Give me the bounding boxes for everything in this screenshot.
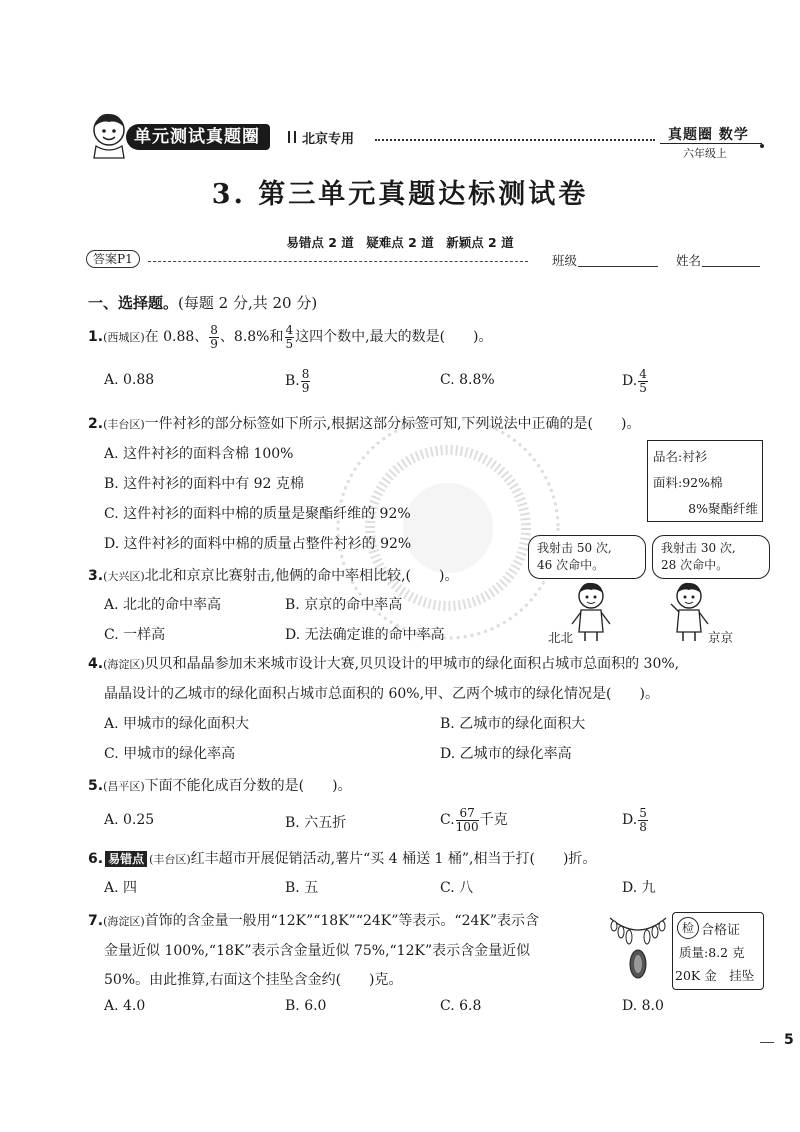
boy-beibei-icon [566, 580, 616, 642]
certificate-type: 20K 金 挂坠 [675, 968, 755, 983]
series-label: 真题圈 数学 [668, 127, 749, 143]
class-field[interactable] [578, 266, 658, 267]
option-a[interactable]: A. 0.25 [104, 812, 155, 828]
option-a[interactable]: A. 这件衬衫的面料含棉 100% [104, 446, 294, 462]
page-title: 3. 第三单元真题达标测试卷 [211, 179, 589, 210]
option-b[interactable]: B. 京京的命中率高 [285, 597, 403, 613]
name-field[interactable] [702, 266, 760, 267]
option-d[interactable]: D. 8.0 [622, 998, 664, 1014]
answer-ref-badge: 答案P1 [86, 250, 140, 268]
district: (昌平区) [103, 780, 145, 793]
question-text: 这四个数中,最大的数是( )。 [295, 329, 493, 345]
question-text: 北北和京京比赛射击,他俩的命中率相比较,( )。 [144, 568, 459, 584]
question-text: 下面不能化成百分数的是( )。 [144, 778, 352, 794]
option-b[interactable]: B. 六五折 [285, 815, 347, 831]
question-7 [88, 910, 539, 930]
question-text: 贝贝和晶晶参加未来城市设计大赛,贝贝设计的甲城市的绿化面积占城市总面积的 30%, [144, 656, 680, 672]
question-4 [88, 653, 679, 673]
edition-label: 北京专用 [302, 132, 355, 147]
option-b[interactable]: B. 乙城市的绿化面积大 [440, 716, 586, 732]
question-text: 首饰的含金量一般用“12K”“18K”“24K”等表示。“24K”表示含 [144, 913, 540, 929]
header-divider-bar [288, 131, 296, 143]
district: (西城区) [103, 331, 145, 344]
question-5 [88, 775, 352, 795]
option-c[interactable]: C. 这件衬衫的面料中棉的质量是聚酯纤维的 92% [104, 506, 411, 522]
page-number-dash [760, 1042, 774, 1043]
difficulty-tags: 易错点 2 道 疑难点 2 道 新颖点 2 道 [286, 235, 514, 250]
fraction: $\frac{4}{5}$ [285, 322, 294, 351]
option-c[interactable]: C. 6.8 [440, 998, 482, 1014]
boy-jingjing-icon [664, 580, 714, 642]
option-d[interactable]: D. $\frac{5}{8}$ [622, 805, 647, 834]
option-c[interactable]: C. $\frac{67}{100}$ 千克 [440, 805, 508, 834]
fraction: $\frac{8}{9}$ [210, 322, 218, 351]
question-text: 一件衬衫的部分标签如下所示,根据这部分标签可知,下列说法中正确的是( )。 [144, 416, 641, 432]
banner-title: 单元测试真题圈 [126, 124, 270, 150]
grade-label: 六年级上 [683, 147, 727, 160]
option-c[interactable]: C. 一样高 [104, 627, 166, 643]
section-title [88, 292, 317, 313]
question-2 [88, 413, 640, 433]
option-a[interactable]: A. 甲城市的绿化面积大 [104, 716, 250, 732]
option-c[interactable]: C. 甲城市的绿化率高 [104, 746, 236, 762]
option-b[interactable]: B. 五 [285, 880, 319, 896]
district: (大兴区) [103, 570, 145, 583]
section-heading: 一、选择题。 [88, 294, 179, 312]
certificate-box [672, 912, 764, 990]
label-line: 面料:92%棉 [653, 475, 723, 490]
option-a[interactable]: A. 北北的命中率高 [104, 597, 222, 613]
inspection-seal-icon: 检 [677, 917, 699, 939]
question-text-line: 50%。由此推算,右面这个挂坠含金约( )克。 [104, 972, 403, 988]
question-number: 4. [88, 656, 104, 672]
district: (丰台区) [149, 853, 191, 866]
certificate-weight: 质量:8.2 克 [679, 945, 745, 960]
question-text-line: 晶晶设计的乙城市的绿化面积占城市总面积的 60%,甲、乙两个城市的绿化情况是( )。 [104, 686, 659, 702]
header-dotted-line [375, 139, 655, 141]
option-d[interactable]: D. $\frac{4}{5}$ [622, 366, 647, 395]
question-number: 3. [88, 568, 104, 584]
option-d[interactable]: D. 无法确定谁的命中率高 [285, 627, 445, 643]
header-underline [660, 143, 762, 144]
shirt-label-box [647, 440, 763, 522]
question-number: 5. [88, 778, 104, 794]
option-d[interactable]: D. 这件衬衫的面料中棉的质量占整件衬衫的 92% [104, 536, 412, 552]
district: (丰台区) [103, 418, 145, 431]
option-b[interactable]: B. 6.0 [285, 998, 327, 1014]
question-text: 在 0.88、 [144, 329, 209, 345]
question-text: 、8.8%和 [219, 329, 284, 345]
option-c[interactable]: C. 8.8% [440, 372, 495, 388]
header-dot [760, 144, 764, 148]
label-line: 8%聚酯纤维 [688, 501, 758, 516]
name-label: 姓名 [676, 253, 702, 268]
question-6 [88, 848, 596, 868]
speech-bubble-beibei: 我射击 50 次, 46 次命中。 [528, 535, 646, 579]
speech-bubble-jingjing: 我射击 30 次, 28 次命中。 [652, 535, 770, 579]
option-a[interactable]: A. 四 [104, 880, 138, 896]
section-note: (每题 2 分,共 20 分) [178, 294, 318, 312]
option-d[interactable]: D. 九 [622, 880, 656, 896]
question-text: 红丰超市开展促销活动,薯片“买 4 桶送 1 桶”,相当于打( )折。 [190, 851, 597, 867]
answer-ref-dashed-line [148, 261, 528, 262]
question-number: 1. [88, 329, 104, 345]
district: (海淀区) [103, 915, 145, 928]
option-b[interactable]: B. 这件衬衫的面料中有 92 克棉 [104, 476, 304, 492]
option-b[interactable]: B. $\frac{8}{9}$ [285, 366, 310, 395]
option-d[interactable]: D. 乙城市的绿化率高 [440, 746, 572, 762]
question-3 [88, 565, 458, 585]
question-1 [88, 322, 493, 353]
label-line: 品名:衬衫 [653, 449, 708, 464]
page-number: 5 [784, 1032, 794, 1048]
question-number: 2. [88, 416, 104, 432]
class-label: 班级 [552, 253, 578, 268]
option-c[interactable]: C. 八 [440, 880, 474, 896]
pendant-icon [606, 912, 670, 984]
question-text-line: 金量近似 100%,“18K”表示含金量近似 75%,“12K”表示含金量近似 [104, 943, 531, 959]
option-a[interactable]: A. 4.0 [104, 998, 146, 1014]
option-a[interactable]: A. 0.88 [104, 372, 155, 388]
name-jingjing: 京京 [708, 630, 734, 645]
question-number: 6. [88, 851, 104, 867]
question-number: 7. [88, 913, 104, 929]
error-prone-badge: 易错点 [105, 851, 147, 867]
district: (海淀区) [103, 658, 145, 671]
name-beibei: 北北 [548, 630, 574, 645]
certificate-title: 合格证 [701, 923, 741, 938]
